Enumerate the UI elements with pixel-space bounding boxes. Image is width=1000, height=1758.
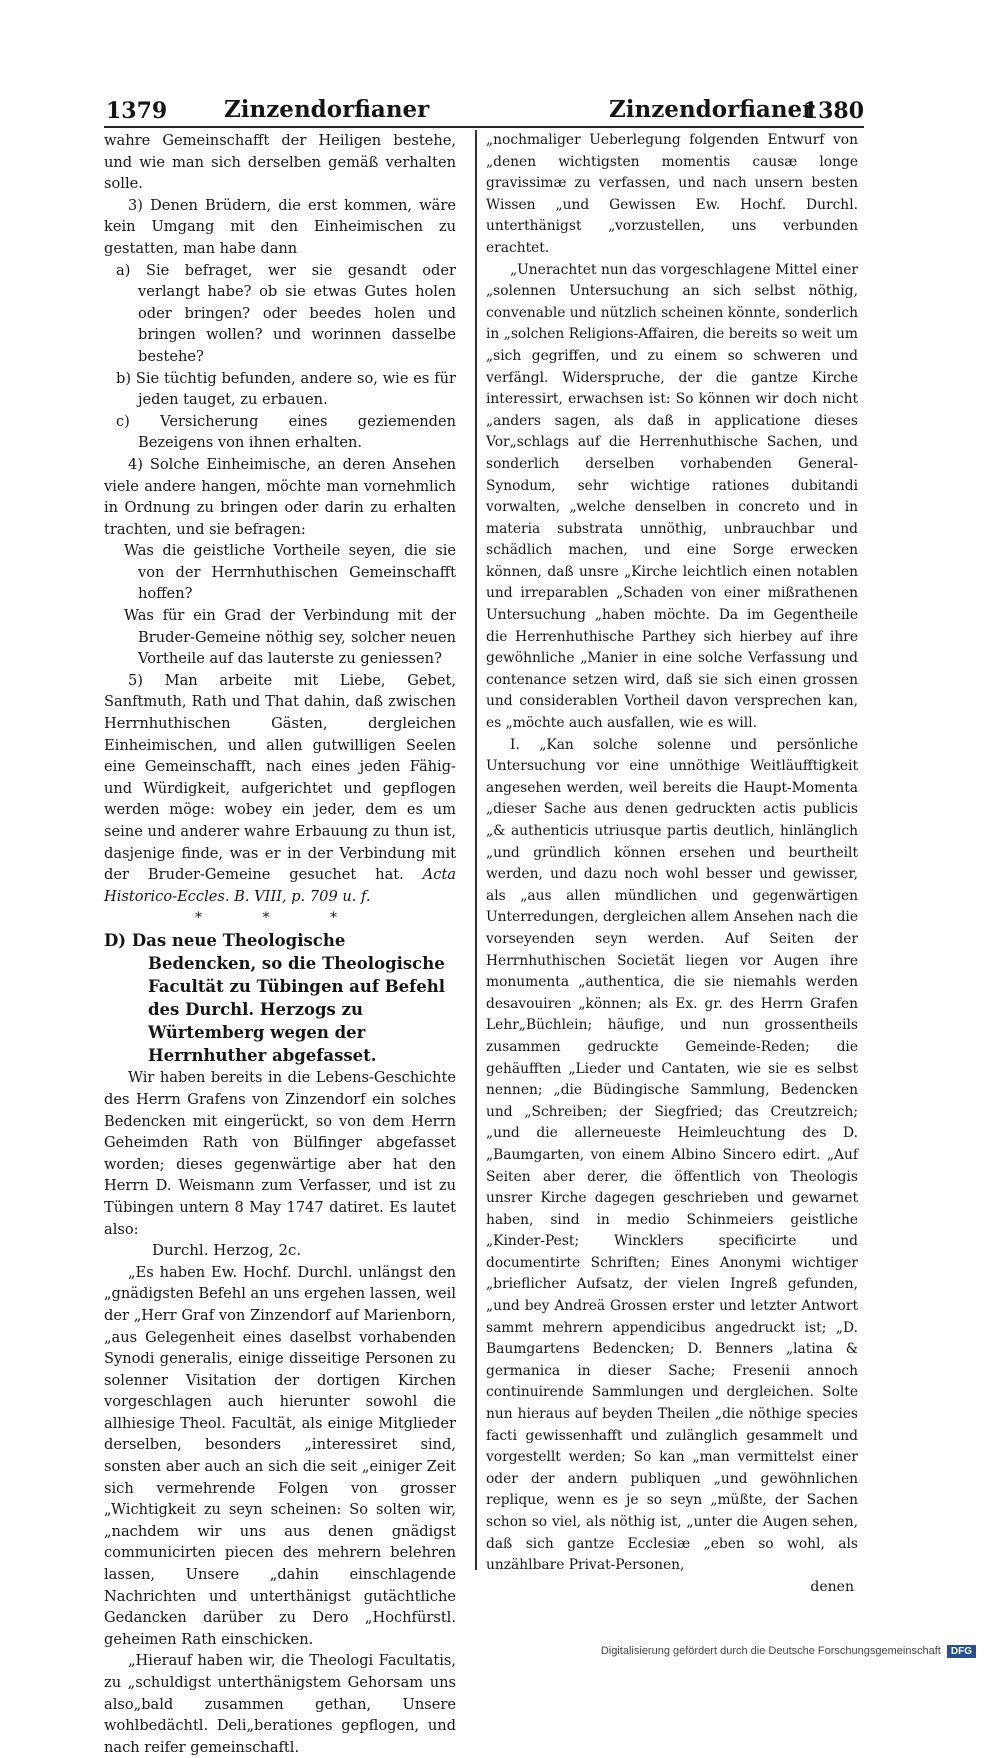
- right-column: [486, 130, 858, 1598]
- running-title-left: Zinzendorfianer: [224, 96, 430, 123]
- paragraph: wahre Gemeinschafft der Heiligen bestehe, und wie man sich derselben gemäß verhalten solle.: [104, 132, 456, 193]
- list-item: a) Sie befraget, wer sie gesandt oder verlangt habe? ob sie etwas Gutes holen oder bringen? oder beedes holen und bringen wollen? und worinnen dasselbe bestehe?: [116, 261, 456, 365]
- list-item: c) Versicherung eines geziemenden Bezeigens von ihnen erhalten.: [116, 412, 456, 452]
- header-rule: [104, 126, 864, 128]
- page-number-right: 1380: [802, 98, 864, 124]
- paragraph: I. „Kan solche solenne und persönliche Untersuchung vor eine unnöthige Weitläufftigkeit angesehen werden, weil bereits die Haupt-Momenta „dieser Sache aus denen gedruckten actis publicis „& authenticis utriusque partis deutlich, hinlänglich „und gründlich können ersehen und beurtheilt werden, und dazu noch wohl besser und gewisser, als „aus allen mündlichen und gegenwärtigen Unterredungen, dergleichen allem Ansehen nach die vorseyenden seyn werden. Auf Seiten der Herrnhuthischen Societät liegen vor Augen ihre monumenta „authentica, die sie niemahls werden desavouiren „können; als Ex. gr. des Herrn Grafen Lehr„Büchlein; häufige, und nun grossentheils zusammen gedruckte Gemeinde-Reden; die gehäufften „Lieder und Cantaten, wie sie es selbst nennen; „die Büdingische Sammlung, Bedencken und „Schreiben; der Siegfried; das Creutzreich; „und die allerneueste Heimleuchtung des D. „Baumgarten, von einem Albino Sincero edirt. „Auf Seiten aber derer, die öffentlich von Theologis unsrer Kirche dagegen geschrieben und gewarnet haben, sind in medio Schinmeiers geistliche „Kinder-Pest; Wincklers specificirte und documentirte Schriften; Eines Anonymi wichtiger „brieflicher Aufsatz, der vielen Ingreß gefunden, „und bey Andreä Grossen erster und letzter Antwort sammt mehrern appendicibus angedruckt ist; „D. Baumgartens Bedencken; D. Benners „latina & germanica in dieser Sache; Fresenii annoch continuirende Sammlungen und dergleichen. Solte nun hieraus auf beyden Theilen „die nöthige species facti gewissenhafft und zulänglich gesammelt und vorgestellt werden; So kan „man vermittelst einer oder der andern publiquen „und gewöhnlichen replique, wenn es je so seyn „müßte, der Sachen schon so viel, als nöthig ist, „unter die Augen sehen, daß sich gantze Ecclesiæ „eben so wohl, als unzählbare Privat-Personen,: [486, 736, 858, 1574]
- section-heading: D) Das neue Theologische Bedencken, so die Theologische Facultät zu Tübingen auf Befehl des Durchl. Herzogs zu Würtemberg wegen der Herrnhuther abgefasset.: [104, 931, 446, 1066]
- paragraph: 3) Denen Brüdern, die erst kommen, wäre kein Umgang mit den Einheimischen zu gestatten, man habe dann: [104, 196, 456, 257]
- question: Was die geistliche Vortheile seyen, die sie von der Herrnhuthischen Gemeinschafft hoffen?: [124, 542, 456, 603]
- paragraph: 4) Solche Einheimische, an deren Ansehen viele andere hangen, möchte man vornehmlich in Ordnung zu bringen oder darin zu erhalten trachten, und sie befragen:: [104, 455, 456, 538]
- list-item: b) Sie tüchtig befunden, andere so, wie es für jeden tauget, zu erbauen.: [116, 369, 456, 409]
- left-column: [104, 130, 456, 1758]
- paragraph: Wir haben bereits in die Lebens-Geschichte des Herrn Grafens von Zinzendorf ein solches Bedencken mit eingerückt, so von dem Herrn Geheimden Rath von Bülfinger abgefasset worden; dieses gegenwärtige aber hat den Herrn D. Weismann zum Verfasser, und ist zu Tübingen untern 8 May 1747 datiret. Es lautet also:: [104, 1069, 456, 1238]
- paragraph: „Hierauf haben wir, die Theologi Facultatis, zu „schuldigst unterthänigstem Gehorsam uns also„bald zusammen gethan, Unsere wohlbedächtl. Deli„berationes gepflogen, und nach reifer gemeinschaftl.: [104, 1652, 456, 1756]
- citation: Acta Historico-Eccles. B. VIII, p. 709 u. f.: [104, 866, 457, 905]
- column-divider: [475, 130, 477, 1570]
- catchword: denen: [810, 1578, 854, 1595]
- salutation: Durchl. Herzog, 2c.: [152, 1241, 302, 1260]
- question: Was für ein Grad der Verbindung mit der Bruder-Gemeine nöthig sey, solcher neuen Vortheile auf das lauterste zu geniessen?: [124, 607, 456, 668]
- paragraph: „nochmaliger Ueberlegung folgenden Entwurf von „denen wichtigsten momentis causæ longe gravissimæ zu verfassen, und nach unsern besten Wissen „und Gewissen Ew. Hochf. Durchl. unterthänigst „vorzustellen, uns verbunden erachtet.: [486, 132, 858, 256]
- paragraph: „Es haben Ew. Hochf. Durchl. unlängst den „gnädigsten Befehl an uns ergehen lassen, weil der „Herr Graf von Zinzendorf auf Marienborn, „aus Gelegenheit eines daselbst vorhabenden Synodi generalis, einige disseitige Personen zu solenner Visitation der dortigen Kirchen vorgeschlagen auch hierunter sowohl die allhiesige Theol. Facultät, als einige Mitglieder derselben, besonders „interessiret sind, sonsten aber auch an sich die seit „einiger Zeit sich vermehrende Folgen von grosser „Wichtigkeit zu seyn scheinen: So solten wir, „nachdem wir uns aus denen gnädigst communicirten piecen des mehrern belehren lassen, Unsere „dahin einschlagende Nachrichten und unterthänigst gutächtliche Gedancken darüber zu Dero „Hochfürstl. geheimen Rath einschicken.: [104, 1263, 456, 1648]
- page-number-left: 1379: [106, 98, 168, 124]
- paragraph: „Unerachtet nun das vorgeschlagene Mittel einer „solennen Untersuchung an sich selbst nöthig, convenable und nützlich scheinen könnte, sonderlich in „solchen Religions-Affairen, die bereits so weit um „sich gegriffen, und zu einem so schweren und verfängl. Widerspruche, der die gantze Kirche interessirt, erwachsen ist: So können wir doch nicht „anders sagen, als daß in applicatione dieses Vor„schlags auf die Herrenhuthische Sachen, und sonderlich derselben vorhabenden General-Synodum, sehr wichtige rationes dubitandi vorwalten, „welche denselben in concreto und in materia substrata unnöthig, unbrauchbar und schädlich machen, und eine Sorge erwecken können, daß unsre „Kirche leichtlich einen notablen und irreparablen „Schaden von einer mißrathenen Untersuchung „haben möchte. Da im Gegentheile die Herrenhuthische Parthey sich hierbey auf ihre gewöhnliche „Manier in eine solche Verfassung und contenance setzen wird, daß sie sich einen grossen und considerablen Vortheil davon versprechen kan, es „möchte auch ausfallen, wie es will.: [486, 261, 858, 732]
- section-separator: * * *: [195, 910, 365, 927]
- dfg-logo: DFG: [947, 1645, 976, 1658]
- running-title-right: Zinzendorfianer: [609, 96, 815, 123]
- paragraph: [104, 670, 456, 908]
- running-header: [104, 96, 864, 126]
- digitization-footer: [601, 1645, 976, 1658]
- footer-text: Digitalisierung gefördert durch die Deutsche Forschungsgemeinschaft: [600, 1645, 941, 1657]
- paragraph-text: 5) Man arbeite mit Liebe, Gebet, Sanftmuth, Rath und That dahin, daß zwischen Herrnhuthischen Gästen, dergleichen Einheimischen, und allen gutwilligen Seelen eine Gemeinschafft, nach eines jeden Fähig- und Würdigkeit, aufgerichtet und gepflogen werden möge: wobey ein jeder, dem es um seine und anderer wahre Erbauung zu thun ist, dasjenige finde, was er in der Verbindung mit der Bruder-Gemeine gesuchet hat.: [104, 671, 456, 884]
